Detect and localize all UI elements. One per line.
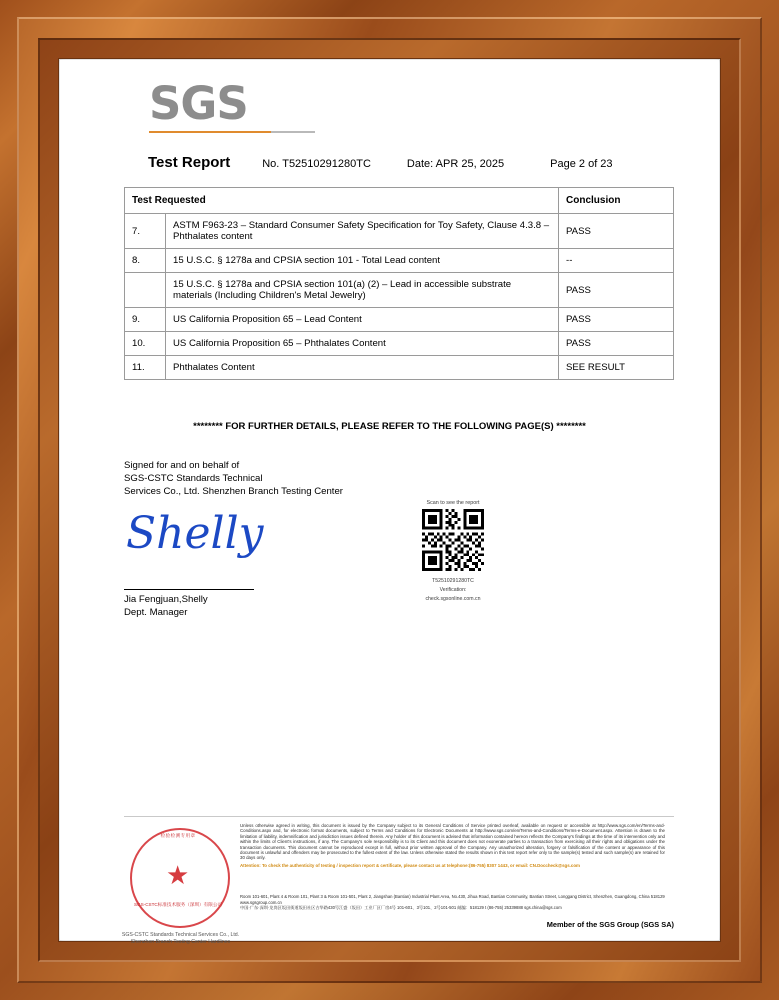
table-row <box>125 273 674 308</box>
seal-star-icon: ★ <box>166 860 190 890</box>
signature-rule <box>124 589 254 590</box>
row-index: 9. <box>125 308 166 332</box>
report-number-label: No. <box>262 158 280 170</box>
seal-caption-line-1: SGS-CSTC Standards Technical Services Co., Ltd. <box>121 932 240 938</box>
page-title: Test Report <box>148 154 231 171</box>
row-request: US California Proposition 65 – Lead Content <box>166 308 559 332</box>
signatory-role: Dept. Manager <box>124 607 188 618</box>
row-index <box>125 273 166 308</box>
report-date-value: APR 25, 2025 <box>435 158 505 170</box>
further-details-notice: ******** FOR FURTHER DETAILS, PLEASE REFER TO THE FOLLOWING PAGE(S) ******** <box>193 421 586 432</box>
row-request: 15 U.S.C. § 1278a and CPSIA section 101(a) (2) – Lead in accessible substrate materials (Including Children's Metal Jewelry) <box>166 273 559 308</box>
company-seal <box>121 826 240 945</box>
row-conclusion: SEE RESULT <box>559 356 674 380</box>
column-header-request: Test Requested <box>125 188 559 214</box>
test-requested-table <box>124 187 674 380</box>
table-row <box>125 356 674 380</box>
member-of-sgs-group: Member of the SGS Group (SGS SA) <box>546 920 674 929</box>
document-page <box>60 60 719 945</box>
company-line-1: SGS-CSTC Standards Technical <box>124 473 263 484</box>
document-footer <box>60 816 719 945</box>
row-index: 7. <box>125 214 166 249</box>
legal-attention-text: Attention: To check the authenticity of testing / inspection report & certificate, please contact us at telephone:(86-755) 8307 1443, or email: CN.Doccheck@sgs.com <box>240 862 580 868</box>
company-address-en: Room 101-601, Plant 4 & Room 101, Plant 3 & Room 101-501, Plant 2, Jiangshan (Bantian) Industrial Plant Area, No.430, Jihua Road, Bantian Community, Bantian Street, Longgang District, Shenzhen, Guangdong, China 518129 www.sgsgroup.com.cn <box>240 894 665 905</box>
qr-code-id: T52510291280TC <box>432 578 474 584</box>
page-indicator: Page 2 of 23 <box>550 158 613 170</box>
table-row <box>125 308 674 332</box>
table-row <box>125 332 674 356</box>
sgs-logo-rule-orange <box>149 131 271 133</box>
seal-bottom-text: SGS-CSTC标准技术服务（深圳）有限公司 <box>133 902 223 907</box>
row-index: 11. <box>125 356 166 380</box>
signatory-details <box>124 593 208 619</box>
report-date <box>407 158 504 170</box>
signed-for-line: Signed for and on behalf of <box>124 460 240 471</box>
seal-top-text: 检验检测专用章 <box>160 833 196 838</box>
qr-verification-site: check.sgsonline.com.cn <box>425 596 481 602</box>
row-request: ASTM F963-23 – Standard Consumer Safety Specification for Toy Safety, Clause 4.3.8 – Phthalates content <box>166 214 559 249</box>
report-number-value: T52510291280TC <box>282 158 371 170</box>
seal-caption <box>118 932 243 946</box>
report-number <box>262 158 371 170</box>
signature-block <box>124 459 343 498</box>
seal-caption-line-2: Shenzhen Branch Testing Center Hardlines <box>130 939 231 945</box>
company-address-cn: 中国·广东·深圳·龙岗区坂田街道坂田社区吉华路430号江盛（坂田）工业厂区厂房4号 101-601、3号101、2号101-501 邮编：518129 t (86-755) 25339888 sgs.china@sgs.com <box>240 905 562 911</box>
row-request: Phthalates Content <box>166 356 559 380</box>
column-header-conclusion: Conclusion <box>559 188 674 214</box>
company-address <box>240 894 665 911</box>
footer-divider <box>124 816 674 817</box>
qr-code-icon[interactable] <box>422 509 484 571</box>
legal-terms-text: Unless otherwise agreed in writing, this document is issued by the Company subject to its General Conditions of Service printed overleaf, available on request or accessible at http://www.sgs.com/en/Terms-and-Conditions.aspx and, for electronic format documents, subject to Terms and Conditions for Electronic Documents at http://www.sgs.com/en/Terms-and-Conditions/Terms-e-Document.aspx. Attention is drawn to the limitation of liability, indemnification and jurisdiction issues defined therein. Any holder of this document is advised that information contained hereon reflects the Company's findings at the time of its intervention only and within the limits of Client's instructions, if any. The Company's sole responsibility is to its Client and this document does not exonerate parties to a transaction from exercising all their rights and obligations under the transaction documents. This document cannot be reproduced except in full, without prior written approval of the Company. Any unauthorized alteration, forgery or falsification of the content or appearance of this document is unlawful and offenders may be prosecuted to the fullest extent of the law. Unless otherwise stated the results shown in this test report refer only to the sample(s) tested and such sample(s) are retained for 30 days only. <box>240 823 665 861</box>
row-conclusion: -- <box>559 249 674 273</box>
row-conclusion: PASS <box>559 308 674 332</box>
row-conclusion: PASS <box>559 332 674 356</box>
table-header-row <box>125 188 674 214</box>
signatory-name: Jia Fengjuan,Shelly <box>124 594 208 605</box>
table-row <box>125 214 674 249</box>
qr-caption: Scan to see the report <box>426 500 480 506</box>
row-conclusion: PASS <box>559 214 674 249</box>
row-conclusion: PASS <box>559 273 674 308</box>
row-request: US California Proposition 65 – Phthalates Content <box>166 332 559 356</box>
report-header <box>148 154 708 171</box>
row-index: 10. <box>125 332 166 356</box>
handwritten-signature: Shelly <box>126 508 264 559</box>
sgs-logo-rule-grey <box>271 131 315 133</box>
company-line-2: Services Co., Ltd. Shenzhen Branch Testing Center <box>124 486 344 497</box>
sgs-logo <box>149 77 324 130</box>
sgs-logo-text: SGS <box>149 77 248 130</box>
legal-terms <box>240 823 665 868</box>
table-row <box>125 249 674 273</box>
qr-code-block <box>393 500 513 603</box>
report-date-label: Date: <box>406 158 434 170</box>
row-request: 15 U.S.C. § 1278a and CPSIA section 101 - Total Lead content <box>166 249 559 273</box>
qr-verification-label: Verification: <box>439 587 467 593</box>
row-index: 8. <box>125 249 166 273</box>
